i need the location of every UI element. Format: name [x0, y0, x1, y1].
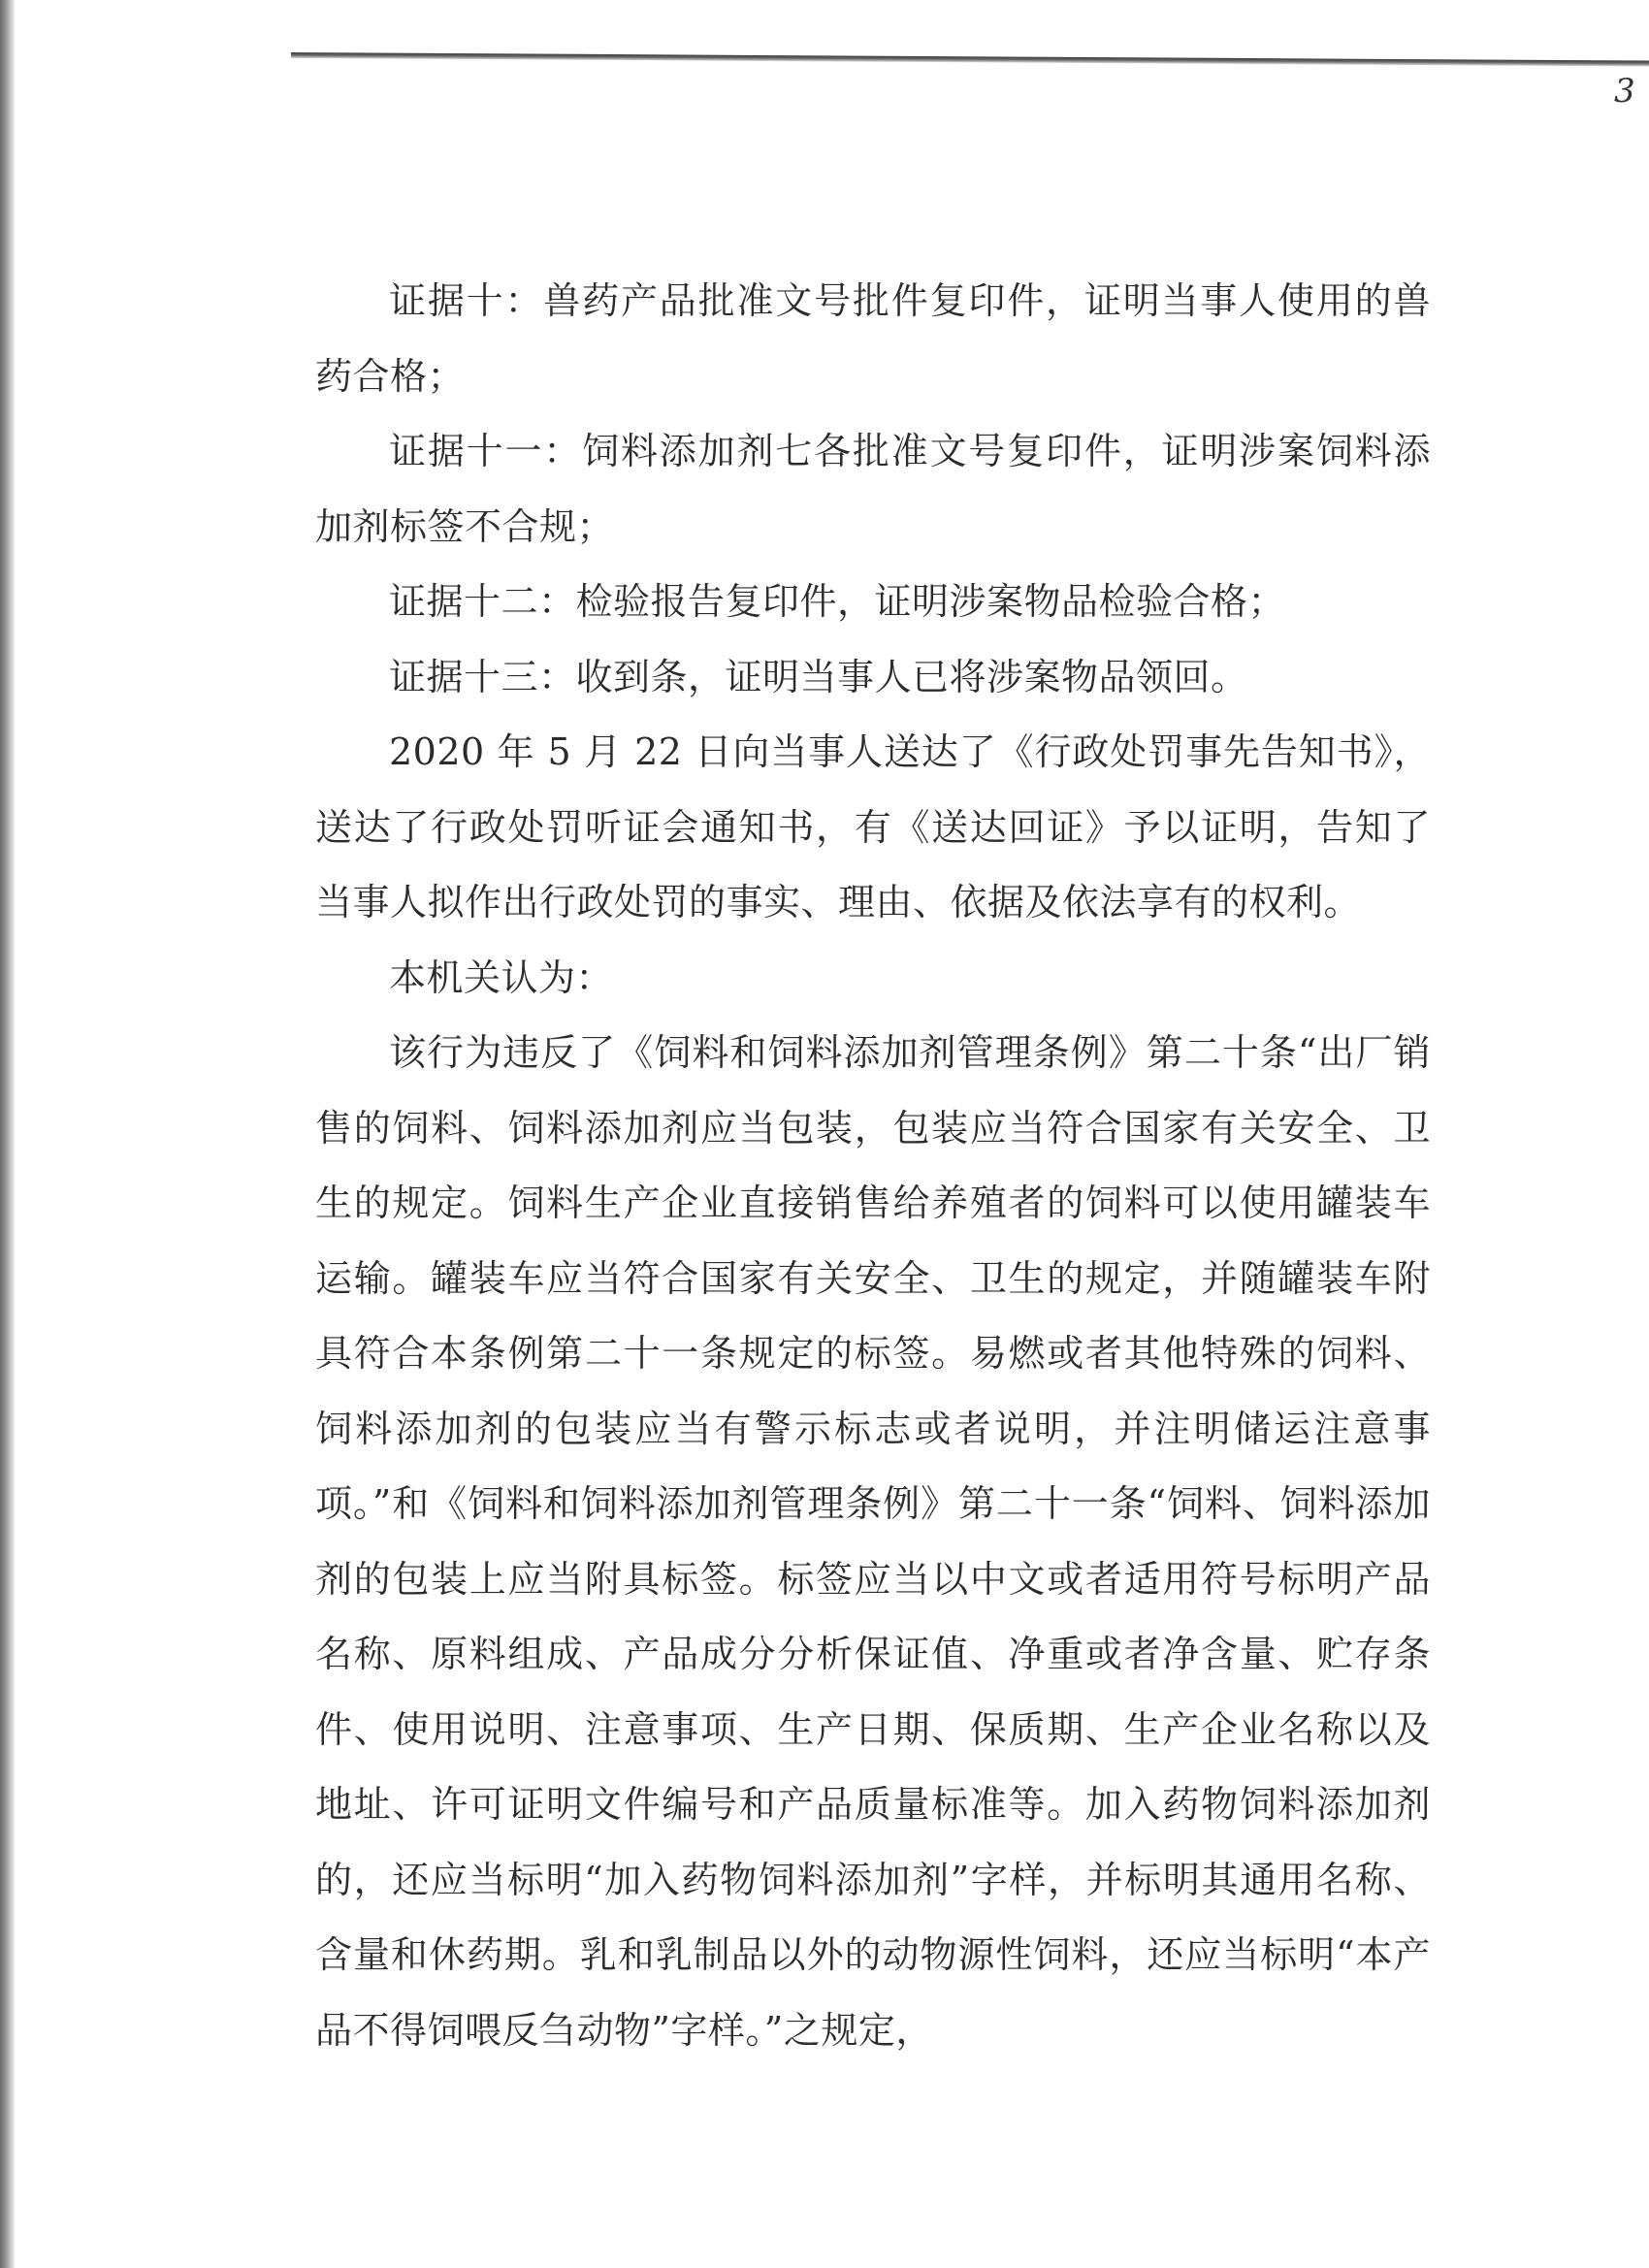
scan-edge-top — [291, 52, 1649, 67]
evidence-11-paragraph: 证据十一：饲料添加剂七各批准文号复印件，证明涉案饲料添加剂标签不合规； — [315, 430, 1431, 548]
evidence-13-paragraph: 证据十三：收到条，证明当事人已将涉案物品领回。 — [389, 655, 1248, 698]
document-body — [315, 264, 1431, 2068]
authority-opinion-heading: 本机关认为： — [389, 956, 614, 999]
evidence-12-paragraph: 证据十二：检验报告复印件，证明涉案物品检验合格； — [389, 580, 1286, 623]
regulation-violation-paragraph: 该行为违反了《饲料和饲料添加剂管理条例》第二十条“出厂销售的饲料、饲料添加剂应当包装，包装应当符合国家有关安全、卫生的规定。饲料生产企业直接销售给养殖者的饲料可以使用罐装车运输。罐装车应当符合国家有关安全、卫生的规定，并随罐装车附具符合本条例第二十一条规定的标签。易燃或者其他特殊的饲料、饲料添加剂的包装应当有警示标志或者说明，并注明储运注意事项。”和《饲料和饲料添加剂管理条例》第二十一条“饲料、饲料添加剂的包装上应当附具标签。标签应当以中文或者适用符号标明产品名称、原料组成、产品成分分析保证值、净重或者净含量、贮存条件、使用说明、注意事项、生产日期、保质期、生产企业名称以及地址、许可证明文件编号和产品质量标准等。加入药物饲料添加剂的，还应当标明“加入药物饲料添加剂”字样，并标明其通用名称、含量和休药期。乳和乳制品以外的动物源性饲料，还应当标明“本产品不得饲喂反刍动物”字样。”之规定， — [315, 1031, 1431, 2052]
evidence-10-paragraph: 证据十：兽药产品批准文号批件复印件，证明当事人使用的兽药合格； — [315, 279, 1431, 398]
scan-shadow-left — [0, 0, 16, 2268]
page-number: 3 — [1614, 72, 1635, 111]
notice-delivery-paragraph: 2020 年 5 月 22 日向当事人送达了《行政处罚事先告知书》，送达了行政处罚听证会通知书，有《送达回证》予以证明，告知了当事人拟作出行政处罚的事实、理由、依据及依法享有的权利。 — [315, 730, 1431, 923]
